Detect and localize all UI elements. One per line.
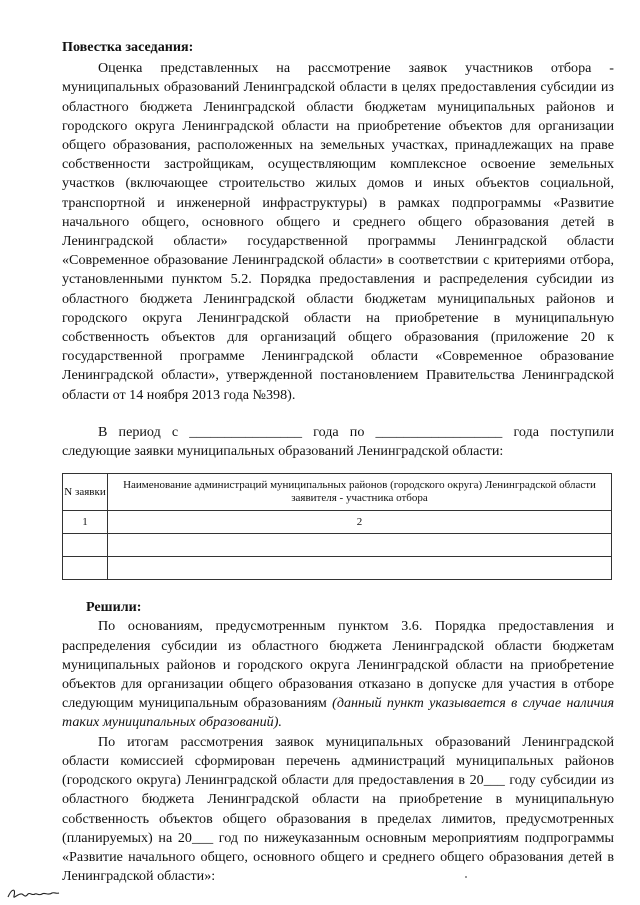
table-header-number: N заявки [63, 474, 108, 511]
agenda-heading: Повестка заседания: [62, 39, 194, 55]
table-cell [63, 534, 108, 557]
document-page [62, 38, 614, 886]
scan-speck [465, 876, 467, 878]
signature-mark [6, 884, 66, 902]
applications-table [62, 473, 612, 580]
table-cell [63, 557, 108, 580]
table-header-row [63, 474, 612, 511]
table-cell-number: 1 [63, 511, 108, 534]
agenda-paragraph: Оценка представленных на рассмотрение заявок участников отбора - муниципальных образований Ленинградской области в целях предоставления субсидии из областного бюджета Ленинградской области бюджетам муниципальных районов и городского округа Ленинградской области на приобретение объектов для организации общего образования, расположенных на земельных участках, принадлежащих на праве собственности застройщикам, осуществляющим комплексное освоение земельных участков (включающее строительство жилых домов и иных объектов социальной, транспортной и инженерной инфраструктуры) в рамках подпрограммы «Развитие начального общего, основного общего и среднего общего образования детей в Ленинградской области» государственной программы Ленинградской области «Современное образование Ленинградской области» в соответствии с критериями отбора, установленными пунктом 5.2. Порядка предоставления и распределения субсидии из областного бюджета Ленинградской области бюджетам муниципальных районов и городского округа Ленинградской области на приобретение в муниципальную собственность объектов для организаций общего образования (приложение 20 к государственной программе Ленинградской области «Современное образование Ленинградской области», утвержденной постановлением Правительства Ленинградской области от 14 ноября 2013 года №398). [62, 60, 614, 403]
period-paragraph: В период с ________________ года по __________________ года поступили следующие заявки муниципальных образований Ленинградской области: [62, 423, 614, 460]
table-cell [108, 557, 612, 580]
resolved-paragraph-1 [62, 617, 614, 732]
resolved-p1-text: По основаниям, предусмотренным пунктом 3.6. Порядка предоставления и распределения субсидии из областного бюджета Ленинградской области бюджетам муниципальных районов и городского округа Ленинградской области на приобретение объектов для организации общего образования отказано в допуске для участия в отборе следующим муниципальным образованиям [62, 618, 614, 712]
table-cell-number: 2 [108, 511, 612, 534]
resolved-paragraph-2: По итогам рассмотрения заявок муниципальных образований Ленинградской области комиссией сформирован перечень администраций муниципальных районов (городского округа) Ленинградской области для предоставления в 20___ году субсидии из областного бюджета Ленинградской области на приобретение в муниципальную собственность объектов общего образования в пределах лимитов, предусмотренных (планируемых) на 20___ год по нижеуказанным основным мероприятиям подпрограммы «Развитие начального общего, основного общего и среднего общего образования детей в Ленинградской области»: [62, 733, 614, 885]
table-numbering-row [63, 511, 612, 534]
table-row [63, 534, 612, 557]
table-row [63, 557, 612, 580]
resolved-p1-note: (данный пункт указывается в случае наличия таких муниципальных образований). [62, 695, 614, 731]
table-header-applicant: Наименование администраций муниципальных районов (городского округа) Ленинградской области заявителя - участника отбора [108, 474, 612, 511]
table-cell [108, 534, 612, 557]
resolved-heading: Решили: [86, 599, 142, 616]
